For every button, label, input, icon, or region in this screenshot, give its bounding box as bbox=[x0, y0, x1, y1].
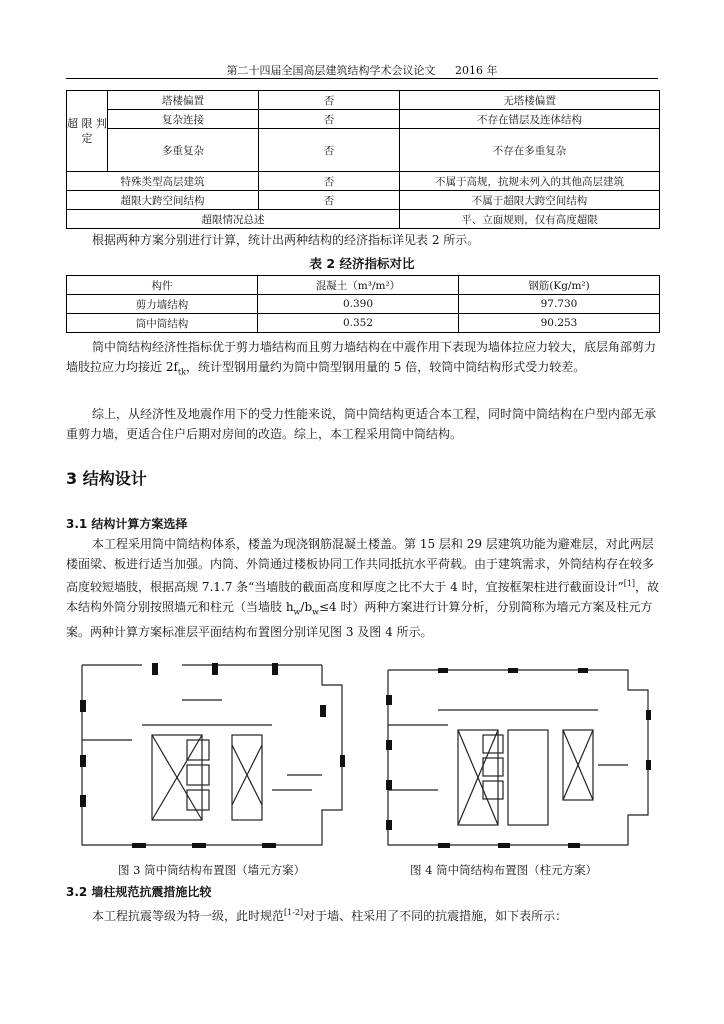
header-cell: 构件 bbox=[67, 276, 258, 295]
text: 筒中筒结构经济性指标优于剪力墙结构而且剪力墙结构在中震作用下表现为墙体拉应力较大，底层角部剪力墙肢拉应力均接近 2f bbox=[66, 340, 657, 374]
cell: 否 bbox=[259, 191, 400, 210]
cell: 不属于超限大跨空间结构 bbox=[400, 191, 660, 210]
citation: [1] bbox=[623, 579, 636, 588]
intro-paragraph: 根据两种方案分别进行计算，统计出两种结构的经济指标详见表 2 所示。 bbox=[92, 233, 480, 247]
cell: 特殊类型高层建筑 bbox=[67, 172, 259, 191]
section-3-heading: 3 结构设计 bbox=[66, 469, 147, 488]
section-3-2-heading: 3.2 墙柱规范抗震措施比较 bbox=[66, 885, 212, 899]
text: 本工程采用筒中筒结构体系，楼盖为现浇钢筋混凝土楼盖。第 15 层和 29 层建筑功能为避难层，对此两层楼面梁、板进行适当加强。内筒、外筒通过楼板协同工作共同抵抗水平荷载。由于建筑需求，外筒结构存在较多高度较短墙肢，根据高规 7.1.7 条“当墙肢的截面高度和厚度之比不大于 4 时，宜按框架柱进行截面设计” bbox=[66, 537, 655, 594]
text: ≤4 时）两种方案进行计算分析，分别简称为墙元方案及柱元方案。两种计算方案标准层平面结构布置图分别详见图 3 及图 4 所示。 bbox=[66, 600, 653, 640]
cell: 超限情况总述 bbox=[67, 210, 400, 229]
overrun-table bbox=[66, 90, 660, 229]
figure-3-floor-plan bbox=[72, 645, 352, 857]
paragraph-1 bbox=[66, 337, 660, 382]
cell: 超限大跨空间结构 bbox=[67, 191, 259, 210]
cell: 平、立面规则，仅有高度超限 bbox=[400, 210, 660, 229]
cell: 97.730 bbox=[459, 295, 660, 314]
cell: 筒中筒结构 bbox=[67, 314, 258, 333]
cell: 90.253 bbox=[459, 314, 660, 333]
cell: 剪力墙结构 bbox=[67, 295, 258, 314]
cell: 0.352 bbox=[258, 314, 459, 333]
cell: 否 bbox=[259, 110, 400, 129]
paragraph-3 bbox=[66, 534, 660, 642]
cell: 0.390 bbox=[258, 295, 459, 314]
citation: [1-2] bbox=[284, 908, 304, 917]
paragraph-4 bbox=[66, 903, 660, 926]
header-cell: 钢筋(Kg/m²) bbox=[459, 276, 660, 295]
text: 本工程抗震等级为特一级，此时规范 bbox=[92, 909, 285, 923]
economic-table bbox=[66, 275, 660, 333]
cell: 否 bbox=[259, 91, 400, 110]
text: /b bbox=[300, 600, 313, 614]
header-title: 第二十四届全国高层建筑结构学术会议论文 bbox=[226, 64, 436, 77]
cell: 不存在错层及连体结构 bbox=[400, 110, 660, 129]
text: ，统计型钢用量约为筒中筒型钢用量的 5 倍，较筒中筒结构形式受力较差。 bbox=[185, 360, 586, 374]
cell: 否 bbox=[259, 172, 400, 191]
cell: 不属于高规，抗规未列入的其他高层建筑 bbox=[400, 172, 660, 191]
cell: 多重复杂 bbox=[108, 129, 259, 172]
figure-4-caption: 图 4 筒中筒结构布置图（柱元方案） bbox=[410, 863, 598, 877]
subscript: w bbox=[312, 607, 319, 617]
cell: 不存在多重复杂 bbox=[400, 129, 660, 172]
cell: 无塔楼偏置 bbox=[400, 91, 660, 110]
header-year: 2016 年 bbox=[455, 64, 498, 77]
cell: 复杂连接 bbox=[108, 110, 259, 129]
running-header bbox=[66, 62, 658, 79]
subscript: tk bbox=[177, 367, 186, 377]
table2-caption: 表 2 经济指标对比 bbox=[309, 256, 415, 271]
header-cell: 混凝土（m³/m²） bbox=[258, 276, 459, 295]
group-label: 超 限 判 定 bbox=[67, 91, 108, 172]
subscript: w bbox=[293, 607, 301, 617]
cell: 否 bbox=[259, 129, 400, 172]
cell: 塔楼偏置 bbox=[108, 91, 259, 110]
paragraph-2: 综上，从经济性及地震作用下的受力性能来说，筒中筒结构更适合本工程，同时筒中筒结构在户型内部无承重剪力墙，更适合住户后期对房间的改造。综上，本工程采用筒中筒结构。 bbox=[66, 407, 657, 441]
section-3-1-heading: 3.1 结构计算方案选择 bbox=[66, 517, 188, 531]
figure-4-floor-plan bbox=[378, 650, 658, 855]
text: ，故本结构外筒分别按照墙元和柱元（当墙肢 h bbox=[66, 580, 660, 614]
text: 对于墙、柱采用了不同的抗震措施，如下表所示： bbox=[303, 909, 568, 923]
figure-3-caption: 图 3 筒中筒结构布置图（墙元方案） bbox=[118, 863, 306, 877]
